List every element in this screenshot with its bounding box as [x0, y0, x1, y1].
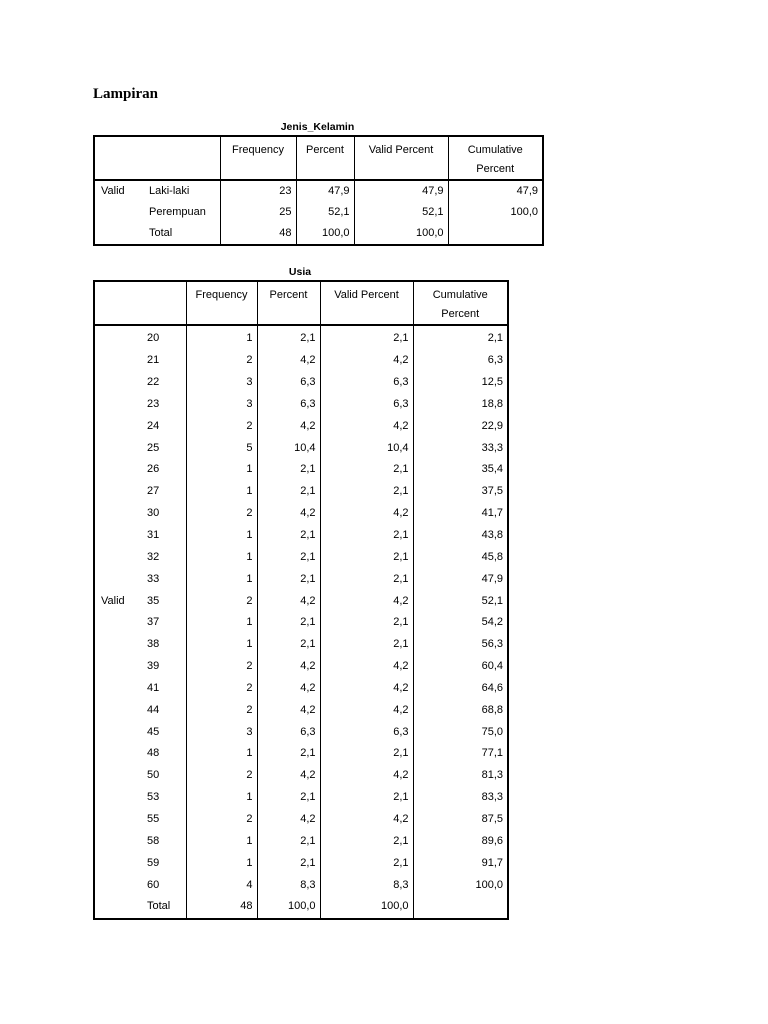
age-table-row	[94, 394, 508, 416]
age-row-label-cell	[94, 874, 186, 896]
age-cell-cumulative-percent: 18,8	[413, 394, 508, 416]
age-cell-percent: 6,3	[257, 372, 320, 394]
age-table-row	[94, 459, 508, 481]
age-table-row	[94, 809, 508, 831]
age-cell-frequency: 48	[186, 896, 257, 919]
age-cell-frequency: 2	[186, 350, 257, 372]
age-cell-frequency: 1	[186, 546, 257, 568]
gender-frequency-table	[93, 135, 544, 246]
age-row-label: 32	[147, 550, 160, 563]
age-cell-valid-percent: 4,2	[320, 503, 413, 525]
age-cell-valid-percent: 2,1	[320, 546, 413, 568]
gender-cell-valid-percent: 47,9	[354, 180, 448, 202]
age-table-row	[94, 546, 508, 568]
age-row-label-cell	[94, 590, 186, 612]
age-cell-percent: 2,1	[257, 525, 320, 547]
gender-header-percent: Percent	[296, 136, 354, 180]
gender-cell-frequency: 25	[220, 202, 296, 223]
gender-header-row	[94, 136, 543, 180]
age-cell-valid-percent: 4,2	[320, 590, 413, 612]
age-cell-cumulative-percent: 81,3	[413, 765, 508, 787]
gender-valid-label: Valid	[101, 185, 125, 197]
age-cell-cumulative-percent: 6,3	[413, 350, 508, 372]
gender-cell-valid-percent: 52,1	[354, 202, 448, 223]
age-cell-cumulative-percent: 41,7	[413, 503, 508, 525]
gender-table-row	[94, 223, 543, 245]
age-row-label-cell	[94, 678, 186, 700]
age-row-label-cell	[94, 546, 186, 568]
age-row-label-cell	[94, 612, 186, 634]
age-table-title: Usia	[288, 266, 312, 278]
age-cell-frequency: 1	[186, 568, 257, 590]
age-row-label: Total	[147, 900, 171, 913]
age-cell-percent: 6,3	[257, 721, 320, 743]
age-row-label-cell	[94, 699, 186, 721]
age-row-label: 20	[147, 332, 160, 345]
age-cell-valid-percent: 2,1	[320, 568, 413, 590]
age-header-row	[94, 281, 508, 325]
gender-row-label: Laki-laki	[149, 185, 190, 197]
age-cell-valid-percent: 2,1	[320, 325, 413, 350]
age-row-label-cell	[94, 459, 186, 481]
age-row-label-cell	[94, 503, 186, 525]
age-cell-cumulative-percent: 87,5	[413, 809, 508, 831]
age-row-label: 27	[147, 485, 160, 498]
age-table-row	[94, 503, 508, 525]
age-frequency-table	[93, 280, 509, 920]
age-cell-percent: 4,2	[257, 699, 320, 721]
age-table-row	[94, 568, 508, 590]
page-heading: Lampiran	[93, 86, 159, 102]
age-cell-frequency: 2	[186, 503, 257, 525]
age-header-percent: Percent	[257, 281, 320, 325]
gender-header-valid-percent: Valid Percent	[354, 136, 448, 180]
gender-table-title: Jenis_Kelamin	[280, 121, 355, 133]
gender-row-label-cell	[94, 202, 220, 223]
age-row-label-cell	[94, 325, 186, 350]
age-cell-frequency: 3	[186, 372, 257, 394]
age-table-row	[94, 830, 508, 852]
age-cell-cumulative-percent: 56,3	[413, 634, 508, 656]
age-cell-percent: 4,2	[257, 809, 320, 831]
gender-row-label-cell	[94, 180, 220, 202]
age-row-label: 53	[147, 791, 160, 804]
age-cell-frequency: 2	[186, 809, 257, 831]
age-row-label: 30	[147, 507, 160, 520]
age-cell-frequency: 1	[186, 481, 257, 503]
age-cell-valid-percent: 4,2	[320, 656, 413, 678]
age-cell-percent: 2,1	[257, 634, 320, 656]
age-row-label-cell	[94, 765, 186, 787]
age-cell-percent: 4,2	[257, 503, 320, 525]
age-cell-valid-percent: 6,3	[320, 372, 413, 394]
age-row-label: 31	[147, 529, 160, 542]
age-table-row	[94, 787, 508, 809]
age-cell-cumulative-percent: 60,4	[413, 656, 508, 678]
age-cell-frequency: 5	[186, 437, 257, 459]
age-cell-valid-percent: 4,2	[320, 678, 413, 700]
age-row-label: 60	[147, 878, 160, 891]
age-row-label: 35	[147, 594, 160, 607]
age-table-row	[94, 372, 508, 394]
age-cell-cumulative-percent: 22,9	[413, 415, 508, 437]
age-cell-valid-percent: 2,1	[320, 743, 413, 765]
age-cell-cumulative-percent: 64,6	[413, 678, 508, 700]
age-cell-frequency: 3	[186, 721, 257, 743]
age-row-label-cell	[94, 372, 186, 394]
age-row-label: 48	[147, 747, 160, 760]
age-row-label: 37	[147, 616, 160, 629]
age-cell-percent: 2,1	[257, 546, 320, 568]
age-row-label-cell	[94, 721, 186, 743]
age-header-valid-percent: Valid Percent	[320, 281, 413, 325]
age-cell-cumulative-percent: 33,3	[413, 437, 508, 459]
age-row-label: 38	[147, 638, 160, 651]
age-cell-cumulative-percent: 77,1	[413, 743, 508, 765]
gender-row-label: Total	[149, 227, 173, 239]
age-cell-percent: 2,1	[257, 612, 320, 634]
age-table-row	[94, 415, 508, 437]
age-row-label-cell	[94, 481, 186, 503]
gender-cell-percent: 100,0	[296, 223, 354, 245]
age-cell-cumulative-percent: 68,8	[413, 699, 508, 721]
age-table-row	[94, 852, 508, 874]
gender-header-frequency: Frequency	[220, 136, 296, 180]
age-row-label-cell	[94, 525, 186, 547]
age-cell-frequency: 1	[186, 787, 257, 809]
age-table-row	[94, 721, 508, 743]
gender-header-blank	[94, 136, 220, 180]
age-row-label: 58	[147, 834, 160, 847]
age-row-label: 45	[147, 725, 160, 738]
age-cell-valid-percent: 2,1	[320, 787, 413, 809]
age-row-label: 26	[147, 463, 160, 476]
age-cell-cumulative-percent: 43,8	[413, 525, 508, 547]
age-cell-valid-percent: 4,2	[320, 699, 413, 721]
age-valid-label: Valid	[101, 594, 125, 607]
age-table-row	[94, 896, 508, 919]
age-row-label-cell	[94, 852, 186, 874]
age-row-label-cell	[94, 787, 186, 809]
age-row-label-cell	[94, 568, 186, 590]
age-row-label-cell	[94, 809, 186, 831]
age-row-label: 50	[147, 769, 160, 782]
age-table-row	[94, 634, 508, 656]
age-row-label: 21	[147, 354, 160, 367]
age-cell-percent: 4,2	[257, 656, 320, 678]
age-cell-valid-percent: 4,2	[320, 350, 413, 372]
age-cell-frequency: 2	[186, 765, 257, 787]
age-row-label-cell	[94, 415, 186, 437]
age-cell-valid-percent: 2,1	[320, 612, 413, 634]
age-cell-percent: 2,1	[257, 459, 320, 481]
age-cell-cumulative-percent: 91,7	[413, 852, 508, 874]
age-table-row	[94, 525, 508, 547]
age-row-label: 23	[147, 397, 160, 410]
age-row-label-cell	[94, 830, 186, 852]
gender-cell-valid-percent: 100,0	[354, 223, 448, 245]
age-cell-cumulative-percent: 12,5	[413, 372, 508, 394]
age-cell-cumulative-percent: 37,5	[413, 481, 508, 503]
gender-table-row	[94, 180, 543, 202]
age-table-row	[94, 743, 508, 765]
age-cell-cumulative-percent: 35,4	[413, 459, 508, 481]
age-cell-frequency: 1	[186, 634, 257, 656]
age-cell-percent: 4,2	[257, 765, 320, 787]
age-cell-valid-percent: 2,1	[320, 481, 413, 503]
age-row-label: 55	[147, 812, 160, 825]
gender-table-row	[94, 202, 543, 223]
age-row-label-cell	[94, 634, 186, 656]
age-row-label: 41	[147, 681, 160, 694]
age-cell-valid-percent: 8,3	[320, 874, 413, 896]
age-cell-cumulative-percent: 83,3	[413, 787, 508, 809]
age-row-label-cell	[94, 656, 186, 678]
age-cell-frequency: 2	[186, 415, 257, 437]
age-table-row	[94, 437, 508, 459]
gender-header-cumulative-percent: Cumulative Percent	[448, 136, 543, 180]
age-cell-cumulative-percent: 2,1	[413, 325, 508, 350]
age-cell-valid-percent: 2,1	[320, 459, 413, 481]
gender-cell-cumulative-percent: 47,9	[448, 180, 543, 202]
age-header-cumulative-percent: Cumulative Percent	[413, 281, 508, 325]
age-cell-frequency: 2	[186, 590, 257, 612]
gender-row-label: Perempuan	[149, 206, 206, 218]
age-row-label: 59	[147, 856, 160, 869]
age-cell-valid-percent: 4,2	[320, 415, 413, 437]
age-header-blank	[94, 281, 186, 325]
age-cell-valid-percent: 2,1	[320, 830, 413, 852]
age-cell-percent: 4,2	[257, 350, 320, 372]
age-cell-percent: 10,4	[257, 437, 320, 459]
gender-cell-cumulative-percent	[448, 223, 543, 245]
age-cell-percent: 4,2	[257, 415, 320, 437]
gender-cell-percent: 52,1	[296, 202, 354, 223]
age-cell-percent: 100,0	[257, 896, 320, 919]
age-cell-frequency: 1	[186, 743, 257, 765]
age-table-row	[94, 765, 508, 787]
age-cell-cumulative-percent: 100,0	[413, 874, 508, 896]
age-cell-percent: 6,3	[257, 394, 320, 416]
age-cell-percent: 2,1	[257, 852, 320, 874]
age-cell-cumulative-percent: 45,8	[413, 546, 508, 568]
age-cell-frequency: 1	[186, 830, 257, 852]
age-cell-percent: 4,2	[257, 590, 320, 612]
gender-cell-frequency: 48	[220, 223, 296, 245]
age-cell-frequency: 3	[186, 394, 257, 416]
age-row-label: 24	[147, 419, 160, 432]
age-cell-valid-percent: 4,2	[320, 809, 413, 831]
age-table-row	[94, 481, 508, 503]
age-cell-percent: 2,1	[257, 481, 320, 503]
age-cell-frequency: 2	[186, 656, 257, 678]
age-table-row	[94, 678, 508, 700]
age-table-row	[94, 874, 508, 896]
age-table-row	[94, 325, 508, 350]
age-table-row	[94, 350, 508, 372]
age-cell-percent: 2,1	[257, 743, 320, 765]
age-cell-frequency: 1	[186, 852, 257, 874]
age-table-row	[94, 699, 508, 721]
age-cell-cumulative-percent: 75,0	[413, 721, 508, 743]
age-row-label: 33	[147, 572, 160, 585]
age-cell-cumulative-percent: 54,2	[413, 612, 508, 634]
age-cell-frequency: 1	[186, 325, 257, 350]
age-cell-frequency: 1	[186, 459, 257, 481]
age-cell-cumulative-percent: 52,1	[413, 590, 508, 612]
gender-cell-cumulative-percent: 100,0	[448, 202, 543, 223]
age-cell-percent: 2,1	[257, 830, 320, 852]
age-cell-percent: 2,1	[257, 568, 320, 590]
age-cell-percent: 2,1	[257, 325, 320, 350]
age-cell-frequency: 1	[186, 612, 257, 634]
age-header-frequency: Frequency	[186, 281, 257, 325]
age-cell-frequency: 1	[186, 525, 257, 547]
age-cell-valid-percent: 2,1	[320, 634, 413, 656]
age-cell-valid-percent: 2,1	[320, 852, 413, 874]
age-cell-valid-percent: 10,4	[320, 437, 413, 459]
age-row-label-cell	[94, 394, 186, 416]
age-cell-valid-percent: 2,1	[320, 525, 413, 547]
age-table-row	[94, 656, 508, 678]
gender-cell-frequency: 23	[220, 180, 296, 202]
age-cell-percent: 4,2	[257, 678, 320, 700]
age-table-row	[94, 590, 508, 612]
age-cell-frequency: 2	[186, 699, 257, 721]
gender-cell-percent: 47,9	[296, 180, 354, 202]
age-row-label-cell	[94, 743, 186, 765]
age-row-label-cell	[94, 437, 186, 459]
age-cell-percent: 8,3	[257, 874, 320, 896]
age-row-label: 44	[147, 703, 160, 716]
age-cell-frequency: 2	[186, 678, 257, 700]
gender-row-label-cell	[94, 223, 220, 245]
age-cell-cumulative-percent	[413, 896, 508, 919]
age-row-label: 22	[147, 376, 160, 389]
age-cell-valid-percent: 4,2	[320, 765, 413, 787]
age-cell-cumulative-percent: 47,9	[413, 568, 508, 590]
age-cell-valid-percent: 100,0	[320, 896, 413, 919]
age-table-row	[94, 612, 508, 634]
age-row-label: 25	[147, 441, 160, 454]
age-cell-valid-percent: 6,3	[320, 394, 413, 416]
age-cell-frequency: 4	[186, 874, 257, 896]
age-row-label-cell	[94, 896, 186, 919]
age-row-label: 39	[147, 660, 160, 673]
age-row-label-cell	[94, 350, 186, 372]
age-cell-valid-percent: 6,3	[320, 721, 413, 743]
age-cell-percent: 2,1	[257, 787, 320, 809]
age-cell-cumulative-percent: 89,6	[413, 830, 508, 852]
